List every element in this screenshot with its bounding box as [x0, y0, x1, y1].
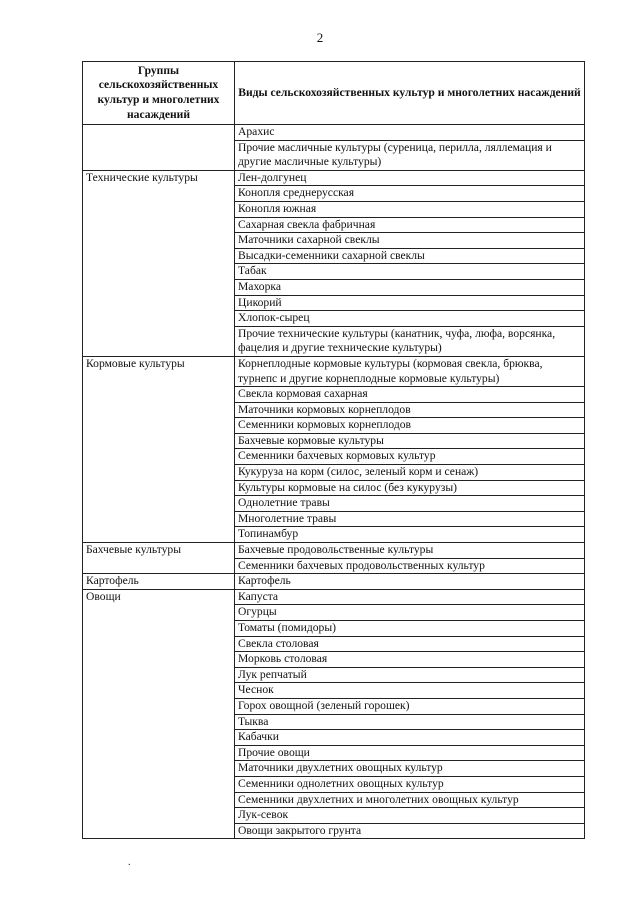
group-name-continuation: [83, 511, 235, 527]
table-header-row: [83, 62, 585, 125]
group-name-continuation: [83, 311, 235, 327]
group-name-continuation: [83, 652, 235, 668]
crop-type: Хлопок-сырец: [235, 311, 585, 327]
crop-type: Однолетние травы: [235, 496, 585, 512]
group-name-continuation: [83, 605, 235, 621]
crop-type: Семенники однолетних овощных культур: [235, 776, 585, 792]
table-row: [83, 326, 585, 356]
group-name: Бахчевые культуры: [83, 543, 235, 559]
table-row: [83, 496, 585, 512]
crop-type: Горох овощной (зеленый горошек): [235, 698, 585, 714]
group-name-continuation: [83, 433, 235, 449]
group-name-continuation: [83, 295, 235, 311]
crop-type: Культуры кормовые на силос (без кукурузы): [235, 480, 585, 496]
group-name: Технические культуры: [83, 170, 235, 186]
table-row: [83, 745, 585, 761]
group-name-continuation: [83, 248, 235, 264]
crop-type: Конопля южная: [235, 201, 585, 217]
crop-type: Махорка: [235, 279, 585, 295]
crop-type: Бахчевые продовольственные культуры: [235, 543, 585, 559]
group-name-continuation: [83, 465, 235, 481]
table-row: [83, 527, 585, 543]
group-name-continuation: [83, 217, 235, 233]
page-number: 2: [316, 30, 324, 45]
group-name-continuation: [83, 714, 235, 730]
crop-type: Прочие масличные культуры (суреница, перилла, ляллемация и другие масличные культуры): [235, 140, 585, 170]
table-row: [83, 217, 585, 233]
group-name-continuation: [83, 558, 235, 574]
group-name-continuation: [83, 387, 235, 403]
table-row: [83, 387, 585, 403]
crop-type: Картофель: [235, 574, 585, 590]
crop-type: Бахчевые кормовые культуры: [235, 433, 585, 449]
crop-type: Высадки-семенники сахарной свеклы: [235, 248, 585, 264]
crop-type: Огурцы: [235, 605, 585, 621]
crop-type: Цикорий: [235, 295, 585, 311]
crop-type: Табак: [235, 264, 585, 280]
crop-type: Семенники бахчевых продовольственных культур: [235, 558, 585, 574]
group-name: Кормовые культуры: [83, 356, 235, 386]
table-row: [83, 140, 585, 170]
table-row: [83, 543, 585, 559]
table-row: [83, 418, 585, 434]
crop-type: Прочие технические культуры (канатник, чуфа, люфа, ворсянка, фацелия и другие технические культуры): [235, 326, 585, 356]
table-row: [83, 295, 585, 311]
table-row: [83, 264, 585, 280]
table-row: [83, 233, 585, 249]
table-row: [83, 170, 585, 186]
crop-type: Свекла кормовая сахарная: [235, 387, 585, 403]
crop-type: Кабачки: [235, 730, 585, 746]
table-row: [83, 186, 585, 202]
table-row: [83, 730, 585, 746]
table-row: [83, 465, 585, 481]
group-name-continuation: [83, 140, 235, 170]
group-name-continuation: [83, 667, 235, 683]
group-name-continuation: [83, 326, 235, 356]
crop-type: Маточники кормовых корнеплодов: [235, 402, 585, 418]
table-row: [83, 433, 585, 449]
crop-type: Овощи закрытого грунта: [235, 823, 585, 839]
table-row: [83, 605, 585, 621]
group-name: [83, 125, 235, 141]
group-name-continuation: [83, 730, 235, 746]
group-name-continuation: [83, 745, 235, 761]
crop-type: Тыква: [235, 714, 585, 730]
group-name-continuation: [83, 480, 235, 496]
table-row: [83, 311, 585, 327]
group-name: Картофель: [83, 574, 235, 590]
crop-type: Многолетние травы: [235, 511, 585, 527]
group-name-continuation: [83, 527, 235, 543]
crop-type: Капуста: [235, 589, 585, 605]
table-row: [83, 698, 585, 714]
crop-type: Семенники кормовых корнеплодов: [235, 418, 585, 434]
group-name-continuation: [83, 496, 235, 512]
group-name-continuation: [83, 186, 235, 202]
group-name-continuation: [83, 621, 235, 637]
crop-type: Лук репчатый: [235, 667, 585, 683]
crop-type: Морковь столовая: [235, 652, 585, 668]
table-row: [83, 667, 585, 683]
header-crop-types: Виды сельскохозяйственных культур и многолетних насаждений: [235, 62, 585, 125]
table-row: [83, 823, 585, 839]
crop-type: Сахарная свекла фабричная: [235, 217, 585, 233]
group-name-continuation: [83, 636, 235, 652]
group-name-continuation: [83, 449, 235, 465]
table-row: [83, 574, 585, 590]
group-name-continuation: [83, 418, 235, 434]
group-name-continuation: [83, 402, 235, 418]
crop-groups-table: [82, 61, 585, 839]
table-row: [83, 636, 585, 652]
crop-type: Томаты (помидоры): [235, 621, 585, 637]
crop-type: Кукуруза на корм (силос, зеленый корм и сенаж): [235, 465, 585, 481]
group-name: Овощи: [83, 589, 235, 605]
crop-type: Прочие овощи: [235, 745, 585, 761]
table-row: [83, 621, 585, 637]
group-name-continuation: [83, 776, 235, 792]
table-row: [83, 279, 585, 295]
crop-type: Корнеплодные кормовые культуры (кормовая свекла, брюква, турнепс и другие корнеплодные кормовые культуры): [235, 356, 585, 386]
table-row: [83, 402, 585, 418]
table-row: [83, 511, 585, 527]
crop-type: Семенники двухлетних и многолетних овощных культур: [235, 792, 585, 808]
stray-mark: .: [128, 857, 131, 868]
table-row: [83, 776, 585, 792]
group-name-continuation: [83, 792, 235, 808]
table-row: [83, 761, 585, 777]
group-name-continuation: [83, 279, 235, 295]
crop-type: Чеснок: [235, 683, 585, 699]
crop-type: Семенники бахчевых кормовых культур: [235, 449, 585, 465]
group-name-continuation: [83, 683, 235, 699]
header-groups: Группы сельскохозяйственных культур и многолетних насаждений: [83, 62, 235, 125]
group-name-continuation: [83, 233, 235, 249]
table-row: [83, 248, 585, 264]
group-name-continuation: [83, 698, 235, 714]
group-name-continuation: [83, 823, 235, 839]
group-name-continuation: [83, 264, 235, 280]
table-row: [83, 201, 585, 217]
table-row: [83, 714, 585, 730]
crop-type: Топинамбур: [235, 527, 585, 543]
table-row: [83, 449, 585, 465]
crop-type: Лен-долгунец: [235, 170, 585, 186]
group-name-continuation: [83, 761, 235, 777]
table-body: [83, 125, 585, 839]
table-row: [83, 808, 585, 824]
table-row: [83, 589, 585, 605]
table-row: [83, 558, 585, 574]
table-row: [83, 792, 585, 808]
crop-type: Конопля среднерусская: [235, 186, 585, 202]
crop-type: Маточники сахарной свеклы: [235, 233, 585, 249]
group-name-continuation: [83, 808, 235, 824]
crop-type: Лук-севок: [235, 808, 585, 824]
table-row: [83, 652, 585, 668]
crop-type: Свекла столовая: [235, 636, 585, 652]
crop-type: Маточники двухлетних овощных культур: [235, 761, 585, 777]
table-row: [83, 480, 585, 496]
table-row: [83, 125, 585, 141]
crop-type: Арахис: [235, 125, 585, 141]
table-row: [83, 356, 585, 386]
group-name-continuation: [83, 201, 235, 217]
table-row: [83, 683, 585, 699]
